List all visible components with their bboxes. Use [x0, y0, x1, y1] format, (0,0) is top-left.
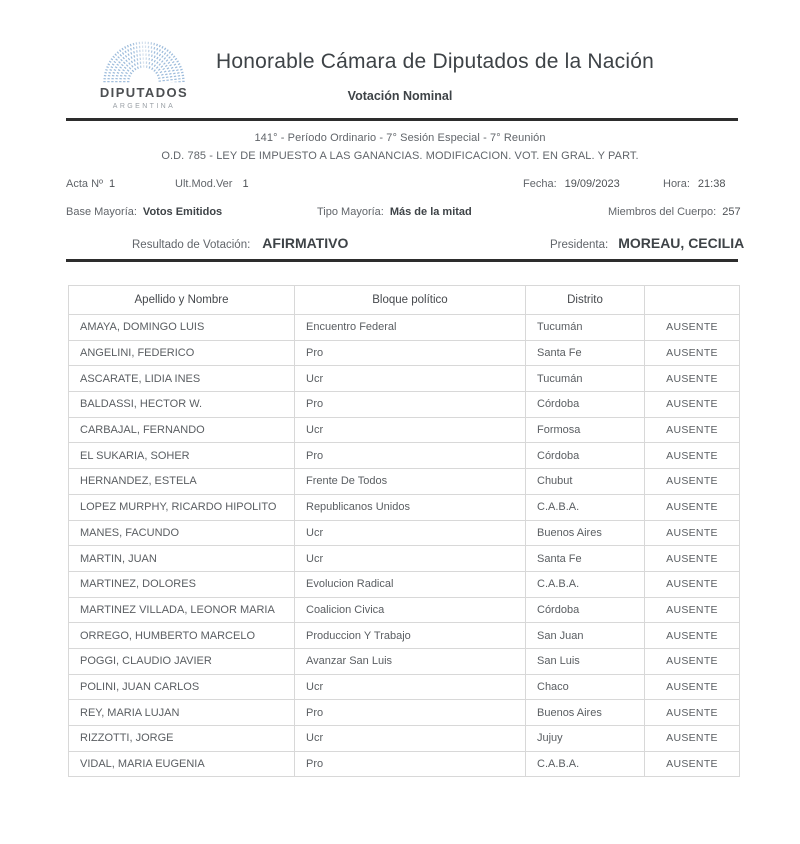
table-row: [69, 366, 740, 392]
table-row: [69, 315, 740, 341]
cell-name: ANGELINI, FEDERICO: [69, 340, 295, 366]
resultado-label: Resultado de Votación:: [132, 239, 251, 251]
cell-bloc: Pro: [295, 443, 526, 469]
cell-vote: AUSENTE: [645, 571, 740, 597]
base-mayoria-field: [66, 206, 222, 218]
cell-name: ASCARATE, LIDIA INES: [69, 366, 295, 392]
hora-value: 21:38: [697, 178, 726, 190]
table-row: [69, 726, 740, 752]
col-header-bloc: Bloque político: [295, 286, 526, 315]
cell-name: MANES, FACUNDO: [69, 520, 295, 546]
table-row: [69, 443, 740, 469]
cell-name: EL SUKARIA, SOHER: [69, 443, 295, 469]
cell-bloc: Ucr: [295, 520, 526, 546]
cell-vote: AUSENTE: [645, 417, 740, 443]
cell-name: MARTINEZ VILLADA, LEONOR MARIA: [69, 597, 295, 623]
table-row: [69, 469, 740, 495]
hora-field: [663, 178, 725, 190]
cell-bloc: Republicanos Unidos: [295, 494, 526, 520]
cell-bloc: Encuentro Federal: [295, 315, 526, 341]
cell-bloc: Evolucion Radical: [295, 571, 526, 597]
cell-district: Tucumán: [526, 315, 645, 341]
cell-district: Chubut: [526, 469, 645, 495]
cell-bloc: Pro: [295, 751, 526, 777]
cell-name: REY, MARIA LUJAN: [69, 700, 295, 726]
cell-name: CARBAJAL, FERNANDO: [69, 417, 295, 443]
table-row: [69, 623, 740, 649]
col-header-name: Apellido y Nombre: [69, 286, 295, 315]
fecha-label: Fecha:: [523, 178, 557, 190]
acta-field: [66, 178, 115, 190]
cell-district: Tucumán: [526, 366, 645, 392]
cell-vote: AUSENTE: [645, 315, 740, 341]
cell-bloc: Ucr: [295, 366, 526, 392]
cell-name: BALDASSI, HECTOR W.: [69, 392, 295, 418]
table-row: [69, 571, 740, 597]
cell-vote: AUSENTE: [645, 751, 740, 777]
cell-bloc: Pro: [295, 700, 526, 726]
fecha-value: 19/09/2023: [564, 178, 620, 190]
tipo-mayoria-value: Más de la mitad: [389, 206, 472, 218]
cell-bloc: Produccion Y Trabajo: [295, 623, 526, 649]
cell-district: San Luis: [526, 648, 645, 674]
cell-vote: AUSENTE: [645, 520, 740, 546]
cell-vote: AUSENTE: [645, 597, 740, 623]
cell-name: POGGI, CLAUDIO JAVIER: [69, 648, 295, 674]
table-row: [69, 520, 740, 546]
cell-vote: AUSENTE: [645, 726, 740, 752]
table-row: [69, 546, 740, 572]
table-row: [69, 417, 740, 443]
logo-wordmark: DIPUTADOS: [99, 85, 189, 100]
cell-vote: AUSENTE: [645, 546, 740, 572]
cell-vote: AUSENTE: [645, 366, 740, 392]
vote-table: [68, 285, 740, 777]
cell-vote: AUSENTE: [645, 494, 740, 520]
table-row: [69, 597, 740, 623]
cell-name: MARTINEZ, DOLORES: [69, 571, 295, 597]
cell-district: Córdoba: [526, 443, 645, 469]
cell-name: AMAYA, DOMINGO LUIS: [69, 315, 295, 341]
cell-bloc: Pro: [295, 392, 526, 418]
acta-value: 1: [109, 178, 116, 190]
presidenta-value: MOREAU, CECILIA: [618, 235, 745, 251]
cell-name: ORREGO, HUMBERTO MARCELO: [69, 623, 295, 649]
col-header-district: Distrito: [526, 286, 645, 315]
cell-vote: AUSENTE: [645, 648, 740, 674]
cell-district: Chaco: [526, 674, 645, 700]
cell-district: Santa Fe: [526, 340, 645, 366]
cell-district: Buenos Aires: [526, 700, 645, 726]
cell-bloc: Ucr: [295, 417, 526, 443]
cell-bloc: Ucr: [295, 674, 526, 700]
base-mayoria-value: Votos Emitidos: [142, 206, 223, 218]
cell-name: POLINI, JUAN CARLOS: [69, 674, 295, 700]
cell-bloc: Frente De Todos: [295, 469, 526, 495]
ultmod-label: Ult.Mod.Ver: [175, 178, 233, 190]
hora-label: Hora:: [663, 178, 690, 190]
col-header-vote: [645, 286, 740, 315]
table-row: [69, 700, 740, 726]
cell-name: RIZZOTTI, JORGE: [69, 726, 295, 752]
table-row: [69, 340, 740, 366]
cell-district: C.A.B.A.: [526, 751, 645, 777]
cell-name: MARTIN, JUAN: [69, 546, 295, 572]
divider-top: [66, 118, 738, 121]
ultmod-value: 1: [242, 178, 249, 190]
resultado-field: [132, 235, 348, 251]
vote-table-body: [69, 315, 740, 777]
divider-bottom: [66, 259, 738, 262]
tipo-mayoria-label: Tipo Mayoría:: [317, 206, 384, 218]
cell-vote: AUSENTE: [645, 674, 740, 700]
cell-district: San Juan: [526, 623, 645, 649]
cell-bloc: Pro: [295, 340, 526, 366]
cell-vote: AUSENTE: [645, 443, 740, 469]
page-subtitle: Votación Nominal: [347, 89, 453, 103]
cell-district: C.A.B.A.: [526, 494, 645, 520]
miembros-label: Miembros del Cuerpo:: [608, 206, 717, 218]
session-line: 141° - Período Ordinario - 7° Sesión Especial - 7° Reunión: [254, 132, 546, 144]
cell-vote: AUSENTE: [645, 340, 740, 366]
miembros-field: [608, 206, 741, 218]
cell-name: LOPEZ MURPHY, RICARDO HIPOLITO: [69, 494, 295, 520]
table-row: [69, 648, 740, 674]
cell-vote: AUSENTE: [645, 623, 740, 649]
base-mayoria-label: Base Mayoría:: [66, 206, 137, 218]
cell-district: Córdoba: [526, 392, 645, 418]
cell-vote: AUSENTE: [645, 469, 740, 495]
ultmod-field: [175, 178, 249, 190]
table-header-row: [69, 286, 740, 315]
presidenta-label: Presidenta:: [550, 239, 609, 251]
cell-name: HERNANDEZ, ESTELA: [69, 469, 295, 495]
cell-bloc: Ucr: [295, 546, 526, 572]
table-row: [69, 674, 740, 700]
cell-vote: AUSENTE: [645, 700, 740, 726]
table-row: [69, 392, 740, 418]
logo-country: ARGENTINA: [112, 103, 176, 110]
fecha-field: [523, 178, 620, 190]
cell-district: Buenos Aires: [526, 520, 645, 546]
acta-label: Acta Nº: [66, 178, 104, 190]
table-row: [69, 494, 740, 520]
cell-district: C.A.B.A.: [526, 571, 645, 597]
cell-district: Formosa: [526, 417, 645, 443]
cell-district: Córdoba: [526, 597, 645, 623]
cell-district: Jujuy: [526, 726, 645, 752]
miembros-value: 257: [722, 206, 741, 218]
cell-bloc: Ucr: [295, 726, 526, 752]
cell-name: VIDAL, MARIA EUGENIA: [69, 751, 295, 777]
tipo-mayoria-field: [317, 206, 472, 218]
table-row: [69, 751, 740, 777]
presidenta-field: [550, 235, 744, 251]
cell-district: Santa Fe: [526, 546, 645, 572]
page-title: Honorable Cámara de Diputados de la Nación: [216, 50, 654, 73]
order-line: O.D. 785 - LEY DE IMPUESTO A LAS GANANCIAS. MODIFICACION. VOT. EN GRAL. Y PART.: [161, 150, 639, 162]
cell-vote: AUSENTE: [645, 392, 740, 418]
resultado-value: AFIRMATIVO: [262, 235, 349, 251]
cell-bloc: Coalicion Civica: [295, 597, 526, 623]
cell-bloc: Avanzar San Luis: [295, 648, 526, 674]
